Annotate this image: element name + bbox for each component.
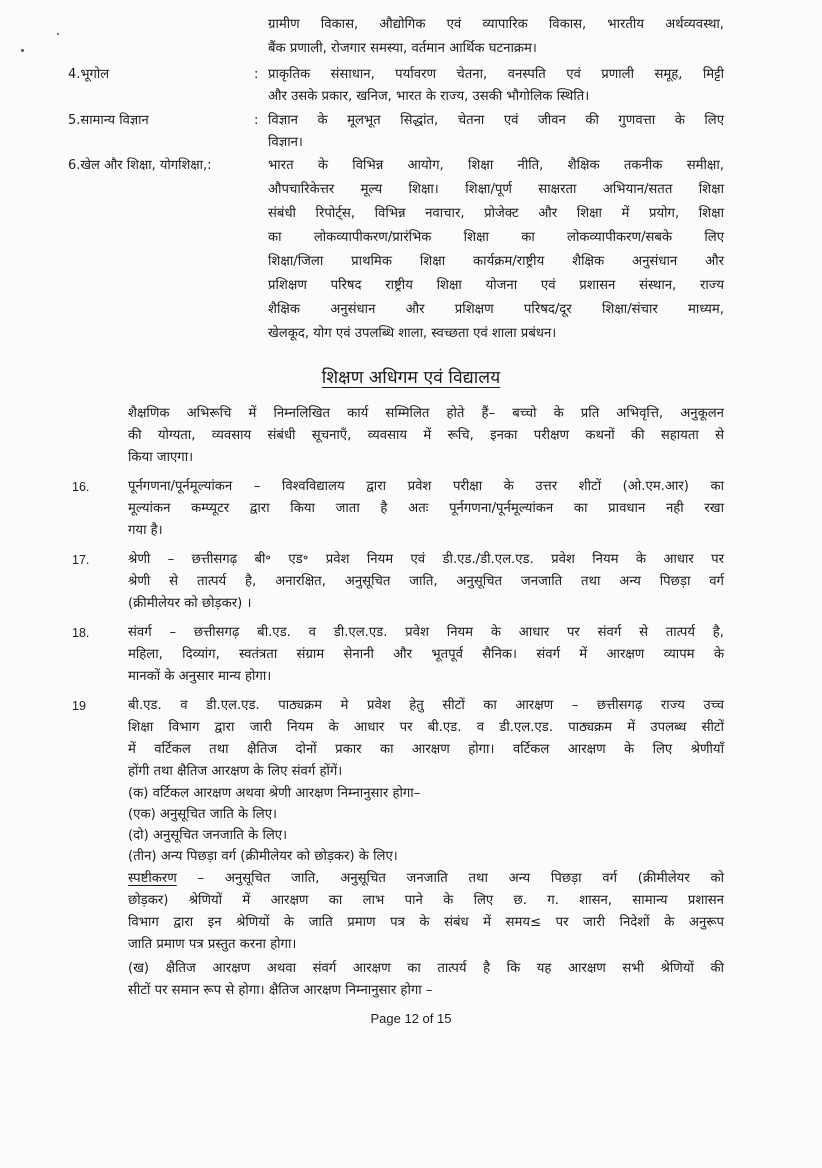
section-label-geography: 4.भूगोल bbox=[68, 67, 110, 82]
text-line: छोड़कर) श्रेणियों में आरक्षण का लाभ पाने के लिए छ. ग. शासन, सामान्य प्रशासन bbox=[128, 893, 724, 908]
item-number: 19 bbox=[72, 699, 86, 713]
text-line: प्रशिक्षण परिषद राष्ट्रीय शिक्षा योजना एवं प्रशासन संस्थान, राज्य bbox=[268, 278, 724, 293]
text-line: शिक्षा विभाग द्वारा जारी नियम के आधार पर बी.एड. व डी.एल.एड. पाठ्यक्रम में उपलब्ध सीटों bbox=[128, 720, 724, 735]
text-line: श्रेणी से तात्पर्य है, अनारक्षित, अनुसूचित जाति, अनुसूचित जनजाति तथा अन्य पिछड़ा वर्ग bbox=[128, 574, 724, 589]
text-line: होंगी तथा क्षैतिज आरक्षण के लिए संवर्ग होंगें। bbox=[128, 764, 343, 779]
text-line: का लोकव्यापीकरण/प्रारंभिक शिक्षा का लोकव्यापीकरण/सबके लिए bbox=[268, 230, 724, 245]
text-line: खेलकूद, योग एवं उपलब्धि शाला, स्वच्छता एवं शाला प्रबंधन। bbox=[268, 326, 557, 341]
text-line: शिक्षा/जिला प्राथमिक शिक्षा कार्यक्रम/राष्ट्रीय शैक्षिक अनुसंधान और bbox=[268, 254, 724, 269]
clarification-text: – अनुसूचित जाति, अनुसूचित जनजाति तथा अन्य पिछड़ा वर्ग (क्रीमीलेयर को bbox=[176, 871, 724, 886]
text-line: बी.एड. व डी.एल.एड. पाठ्यक्रम मे प्रवेश हेतु सीटों का आरक्षण – छत्तीसगढ़ राज्य उच्च bbox=[128, 698, 724, 713]
heading-text: शिक्षण अधिगम एवं विद्यालय bbox=[321, 368, 501, 388]
section-heading bbox=[0, 366, 822, 390]
clarification-label: स्पष्टीकरण bbox=[128, 871, 177, 886]
text-line: संवर्ग – छत्तीसगढ़ बी.एड. व डी.एल.एड. प्रवेश नियम के आधार पर संवर्ग से तात्पर्य है, bbox=[128, 625, 724, 640]
text-line: की योग्यता, व्यवसाय संबंधी सूचनाएँ, व्यवसाय में रूचि, इनका परीक्षण कथनों की सहायता से bbox=[128, 428, 724, 443]
section-label-sports-education: 6.खेल और शिक्षा, योगशिक्षा,: bbox=[68, 158, 212, 173]
text-line: बैंक प्रणाली, रोजगार समस्या, वर्तमान आर्थिक घटनाक्रम। bbox=[268, 41, 537, 56]
text-line: विभाग द्वारा इन श्रेणियों के जाति प्रमाण पत्र के संबंध में समय≤ पर जारी निदेशों के अनुरूप bbox=[128, 915, 724, 930]
text-line: किया जाएगा। bbox=[128, 450, 194, 465]
section-label-general-science: 5.सामान्य विज्ञान bbox=[68, 113, 149, 128]
colon: : bbox=[254, 113, 259, 128]
text-line: महिला, दिव्यांग, स्वतंत्रता संग्राम सेनानी और भूतपूर्व सैनिक। संवर्ग में आरक्षण व्यापम के bbox=[128, 647, 724, 662]
text-line: (ख) क्षैतिज आरक्षण अथवा संवर्ग आरक्षण का तात्पर्य है कि यह आरक्षण सभी श्रेणियों की bbox=[128, 961, 724, 976]
text-line: शैक्षिक अनुसंधान और प्रशिक्षण परिषद/दूर शिक्षा/संचार माध्यम, bbox=[268, 302, 724, 317]
text-line: और उसके प्रकार, खनिज, भारत के राज्य, उसकी भौगोलिक स्थिति। bbox=[268, 89, 590, 104]
text-line: श्रेणी – छत्तीसगढ़ बी॰ एड॰ प्रवेश नियम एवं डी.एड./डी.एल.एड. प्रवेश नियम के आधार पर bbox=[128, 552, 724, 567]
text-line: संबंधी रिपोर्ट्स, विभिन्न नवाचार, प्रोजेक्ट और शिक्षा में प्रयोग, शिक्षा bbox=[268, 206, 724, 221]
sub-item: (दो) अनुसूचित जनजाति के लिए। bbox=[128, 828, 288, 843]
clarification-line bbox=[128, 870, 724, 888]
text-line: भारत के विभिन्न आयोग, शिक्षा नीति, शैक्षिक तकनीक समीक्षा, bbox=[268, 158, 724, 173]
page-footer: Page 12 of 15 bbox=[370, 1011, 452, 1026]
text-line: (क्रीमीलेयर को छोड़कर) । bbox=[128, 596, 252, 611]
item-number: 16. bbox=[72, 480, 90, 494]
text-line: औपचारिकेत्तर मूल्य शिक्षा। शिक्षा/पूर्ण साक्षरता अभियान/सतत शिक्षा bbox=[268, 182, 724, 197]
colon: : bbox=[254, 67, 259, 82]
text-line: ग्रामीण विकास, औद्योगिक एवं व्यापारिक विकास, भारतीय अर्थव्यवस्था, bbox=[268, 17, 724, 32]
sub-item: (तीन) अन्य पिछड़ा वर्ग (क्रीमीलेयर को छोड़कर) के लिए। bbox=[128, 849, 398, 864]
item-number: 17. bbox=[72, 553, 90, 567]
text-line: मानकों के अनुसार मान्य होगा। bbox=[128, 669, 272, 684]
text-line: प्राकृतिक संसाधान, पर्यावरण चेतना, वनस्पति एवं प्रणाली समूह, मिट्टी bbox=[268, 67, 724, 82]
text-line: गया है। bbox=[128, 523, 163, 538]
text-line: पूर्नगणना/पूर्नमूल्यांकन – विश्वविद्यालय द्वारा प्रवेश परीक्षा के उत्तर शीटों (ओ.एम.आर) का bbox=[128, 479, 724, 494]
text-line: जाति प्रमाण पत्र प्रस्तुत करना होगा। bbox=[128, 937, 297, 952]
scan-speck bbox=[57, 33, 59, 35]
text-line: विज्ञान के मूलभूत सिद्धांत, चेतना एवं जीवन की गुणवत्ता के लिए bbox=[268, 113, 724, 128]
sub-item: (क) वर्टिकल आरक्षण अथवा श्रेणी आरक्षण निम्नानुसार होगा– bbox=[128, 786, 421, 801]
text-line: विज्ञान। bbox=[268, 135, 303, 150]
scan-speck bbox=[21, 49, 24, 52]
text-line: सीटों पर समान रूप से होगा। क्षैतिज आरक्षण निम्नानुसार होगा – bbox=[128, 983, 433, 998]
text-line: शैक्षणिक अभिरूचि में निम्नलिखित कार्य सम्मिलित होते हैं– बच्चो के प्रति अभिवृत्ति, अनुकूलन bbox=[128, 406, 724, 421]
sub-item: (एक) अनुसूचित जाति के लिए। bbox=[128, 807, 278, 822]
item-number: 18. bbox=[72, 626, 90, 640]
text-line: में वर्टिकल तथा क्षैतिज दोनों प्रकार का आरक्षण होगा। वर्टिकल आरक्षण के लिए श्रेणीयाँ bbox=[128, 742, 724, 757]
text-line: मूल्यांकन कम्प्यूटर द्वारा किया जाता है अतः पूर्नगणना/पूर्नमूल्यांकन का प्रावधान नही रखा bbox=[128, 501, 724, 516]
